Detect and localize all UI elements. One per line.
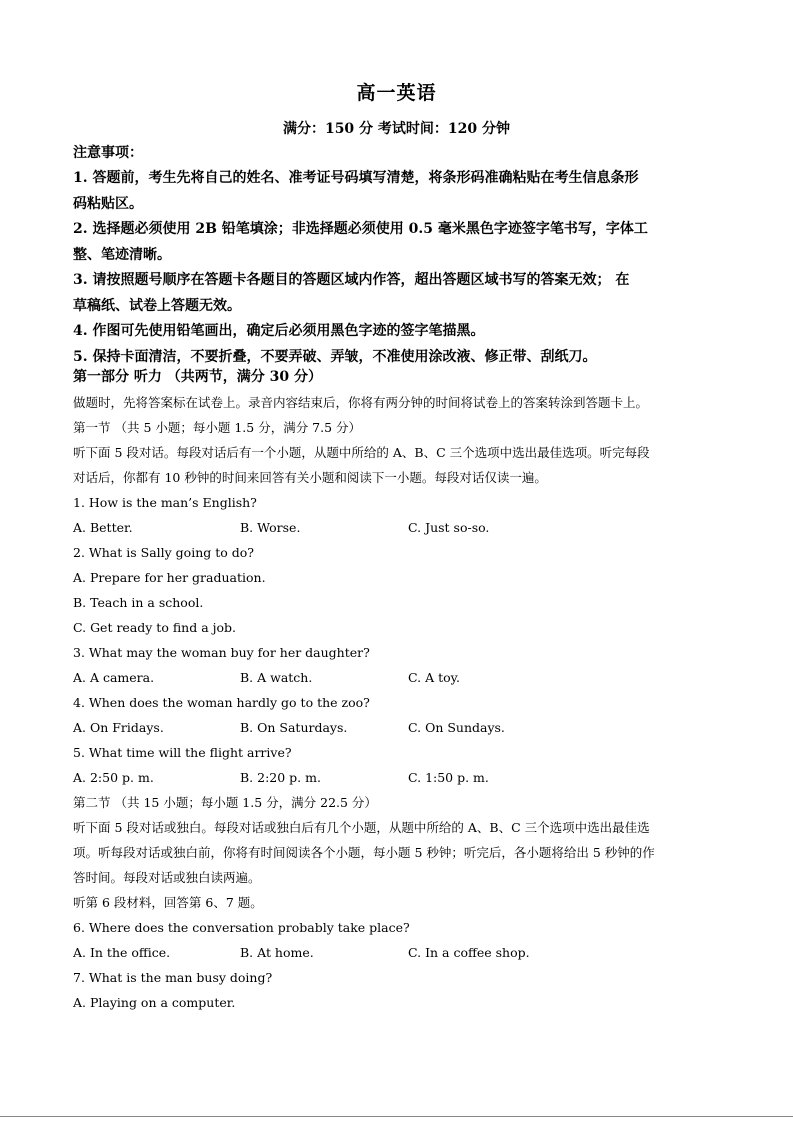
question-7: 7. What is the man busy doing? xyxy=(73,970,273,985)
part1-intro: 做题时，先将答案标在试卷上。录音内容结束后，你将有两分钟的时间将试卷上的答案转涂到答题卡上。 xyxy=(73,395,649,410)
part1-title: 第一部分 听力 （共两节，满分 30 分） xyxy=(73,369,322,385)
notice-line: 整、笔迹清晰。 xyxy=(73,246,171,263)
option-b: B. 2:20 p. m. xyxy=(240,770,321,785)
option-c: C. 1:50 p. m. xyxy=(408,770,489,785)
notice-line: 1. 答题前，考生先将自己的姓名、准考证号码填写清楚，将条形码准确粘贴在考生信息条形 xyxy=(73,170,639,186)
notice-line: 5. 保持卡面清洁，不要折叠，不要弄破、弄皱，不准使用涂改液、修正带、刮纸刀。 xyxy=(73,348,597,365)
question-5-options xyxy=(73,765,723,790)
question-2: 2. What is Sally going to do? xyxy=(73,545,254,560)
notice-line: 码粘贴区。 xyxy=(73,195,143,212)
option-c: C. A toy. xyxy=(408,670,460,685)
notice-line: 草稿纸、试卷上答题无效。 xyxy=(73,297,241,314)
question-6-options xyxy=(73,940,723,965)
option-c: C. In a coffee shop. xyxy=(408,945,530,960)
option-b: B. On Saturdays. xyxy=(240,720,348,735)
option-a: A. A camera. xyxy=(73,670,155,685)
section1-instruction: 听下面 5 段对话。每段对话后有一个小题，从题中所给的 A、B、C 三个选项中选出最佳选项。听完每段 xyxy=(73,445,650,460)
option-b: B. A watch. xyxy=(240,670,313,685)
option-a: A. Playing on a computer. xyxy=(73,995,236,1010)
option-c: C. Get ready to find a job. xyxy=(73,620,236,635)
question-3: 3. What may the woman buy for her daughter? xyxy=(73,645,370,660)
option-a: A. In the office. xyxy=(73,945,171,960)
question-4: 4. When does the woman hardly go to the zoo? xyxy=(73,695,370,710)
notice-line: 2. 选择题必须使用 2B 铅笔填涂；非选择题必须使用 0.5 毫米黑色字迹签字笔书写，字体工 xyxy=(73,221,648,237)
option-c: C. On Sundays. xyxy=(408,720,505,735)
section2-instruction: 项。听每段对话或独白前，你将有时间阅读各个小题，每小题 5 秒钟；听完后，各小题将给出 5 秒钟的作 xyxy=(73,845,655,860)
section2-instruction: 听下面 5 段对话或独白。每段对话或独白后有几个小题，从题中所给的 A、B、C 三个选项中选出最佳选 xyxy=(73,820,650,835)
page-bottom-divider xyxy=(0,1116,793,1117)
option-a: A. 2:50 p. m. xyxy=(73,770,154,785)
listening-part xyxy=(73,366,723,1015)
question-4-options xyxy=(73,715,723,740)
option-b: B. At home. xyxy=(240,945,314,960)
notice-line: 4. 作图可先使用铅笔画出，确定后必须用黑色字迹的签字笔描黑。 xyxy=(73,323,485,339)
option-b: B. Worse. xyxy=(240,520,301,535)
question-1: 1. How is the man’s English? xyxy=(73,495,257,510)
option-a: A. On Fridays. xyxy=(73,720,164,735)
option-b: B. Teach in a school. xyxy=(73,595,204,610)
option-a: A. Prepare for her graduation. xyxy=(73,570,266,585)
section2-instruction: 答时间。每段对话或独白读两遍。 xyxy=(73,870,261,885)
exam-title: 高一英语 xyxy=(356,82,437,104)
section1-instruction: 对话后，你都有 10 秒钟的时间来回答有关小题和阅读下一小题。每段对话仅读一遍。 xyxy=(73,470,547,485)
question-6: 6. Where does the conversation probably take place? xyxy=(73,920,410,935)
question-5: 5. What time will the flight arrive? xyxy=(73,745,292,760)
notice-line: 3. 请按照题号顺序在答题卡各题目的答题区域内作答，超出答题区域书写的答案无效； 在 xyxy=(73,272,630,288)
notice-heading: 注意事项： xyxy=(73,145,143,161)
question-1-options xyxy=(73,515,723,540)
exam-subtitle: 满分：150 分 考试时间：120 分钟 xyxy=(282,121,511,137)
material-6-instruction: 听第 6 段材料，回答第 6、7 题。 xyxy=(73,895,263,910)
section2-title: 第二节 （共 15 小题；每小题 1.5 分，满分 22.5 分） xyxy=(73,795,377,810)
notice-section xyxy=(73,143,723,370)
question-3-options xyxy=(73,665,723,690)
option-c: C. Just so-so. xyxy=(408,520,490,535)
section1-title: 第一节 （共 5 小题；每小题 1.5 分，满分 7.5 分） xyxy=(73,420,362,435)
option-a: A. Better. xyxy=(73,520,133,535)
